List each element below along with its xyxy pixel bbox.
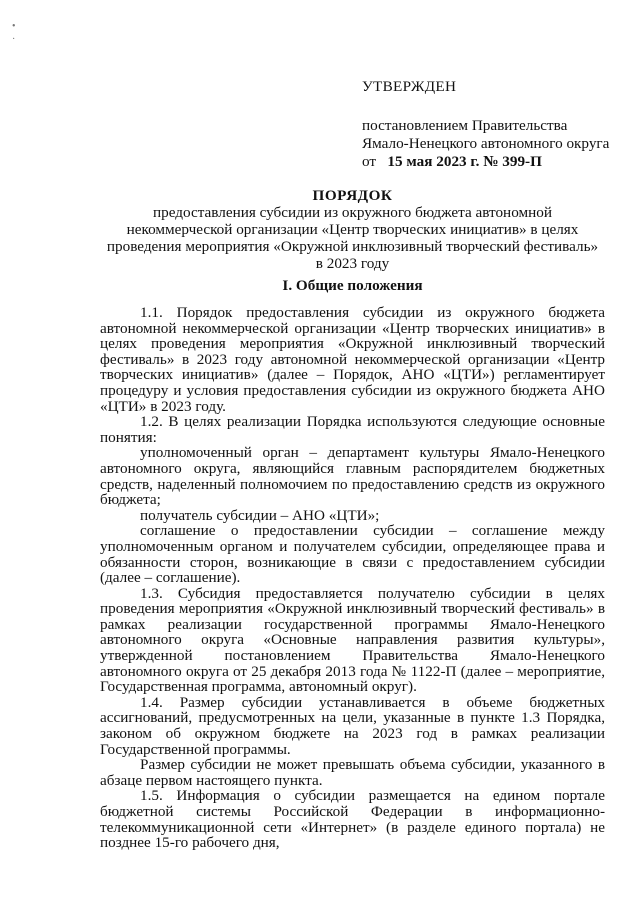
- paragraph: Размер субсидии не может превышать объема субсидии, указанного в абзаце первом настоящего пункта.: [100, 756, 605, 789]
- document-subtitle-line: некоммерческой организации «Центр творческих инициатив» в целях: [126, 221, 579, 238]
- document-subtitle-line: в 2023 году: [315, 255, 390, 272]
- scan-mark: ·: [12, 34, 16, 45]
- paragraph: 1.1. Порядок предоставления субсидии из окружного бюджета автономной некоммерческой организации «Центр творческих инициатив» в целях проведения мероприятия «Окружной инклюзивный творческий фестиваль» в 2023 году автономной некоммерческой организации «Центр творческих инициатив» (далее – Порядок, АНО «ЦТИ») регламентирует процедуру и условия предоставления субсидии из окружного бюджета АНО «ЦТИ» в 2023 году.: [100, 304, 605, 415]
- document-subtitle-line: предоставления субсидии из окружного бюджета автономной: [153, 204, 552, 221]
- paragraph: уполномоченный орган – департамент культуры Ямало-Ненецкого автономного округа, являющийся главным распорядителем бюджетных средств, наделенный полномочием по предоставлению средств из окружного бюджета;: [100, 444, 605, 509]
- scan-mark: •: [12, 21, 16, 32]
- document-subtitle-line: проведения мероприятия «Окружной инклюзивный творческий фестиваль»: [106, 238, 599, 255]
- paragraph: 1.5. Информация о субсидии размещается на едином портале бюджетной системы Российской Федерации в информационно-телекоммуникационной сети «Интернет» (в разделе единого портала) не позднее 15-го рабочего дня,: [100, 787, 605, 852]
- document-title-block: [100, 187, 605, 272]
- approval-stamp: [362, 78, 622, 171]
- document-body: [100, 305, 605, 851]
- approval-date-prefix: от: [362, 153, 377, 170]
- approval-date-line: [362, 153, 622, 171]
- section-heading: I. Общие положения: [282, 277, 423, 294]
- document-title: ПОРЯДОК: [312, 187, 393, 204]
- approval-line: постановлением Правительства: [362, 117, 568, 134]
- paragraph: получатель субсидии – АНО «ЦТИ»;: [140, 506, 380, 524]
- paragraph: 1.2. В целях реализации Порядка используются следующие основные понятия:: [100, 413, 605, 446]
- paragraph: 1.4. Размер субсидии устанавливается в объеме бюджетных ассигнований, предусмотренных на цели, указанные в пункте 1.3 Порядка, законом об окружном бюджете на 2023 год в рамках реализации Государственной программы.: [100, 693, 605, 758]
- approval-line: Ямало-Ненецкого автономного округа: [362, 135, 610, 152]
- approval-date-value: 15 мая 2023 г. № 399-П: [387, 153, 542, 170]
- paragraph: соглашение о предоставлении субсидии – соглашение между уполномоченным органом и получателем субсидии, определяющее права и обязанности сторон, возникающие в связи с предоставлением субсидии (далее – соглашение).: [100, 522, 605, 587]
- approval-heading: УТВЕРЖДЕН: [362, 78, 457, 95]
- paragraph: 1.3. Субсидия предоставляется получателю субсидии в целях проведения мероприятия «Окружной инклюзивный творческий фестиваль» в рамках реализации государственной программы Ямало-Ненецкого автономного округа «Основные направления развития культуры», утвержденной постановлением Правительства Ямало-Ненецкого автономного округа от 25 декабря 2013 года № 1122-П (далее – мероприятие, Государственная программа, автономный округ).: [100, 584, 605, 696]
